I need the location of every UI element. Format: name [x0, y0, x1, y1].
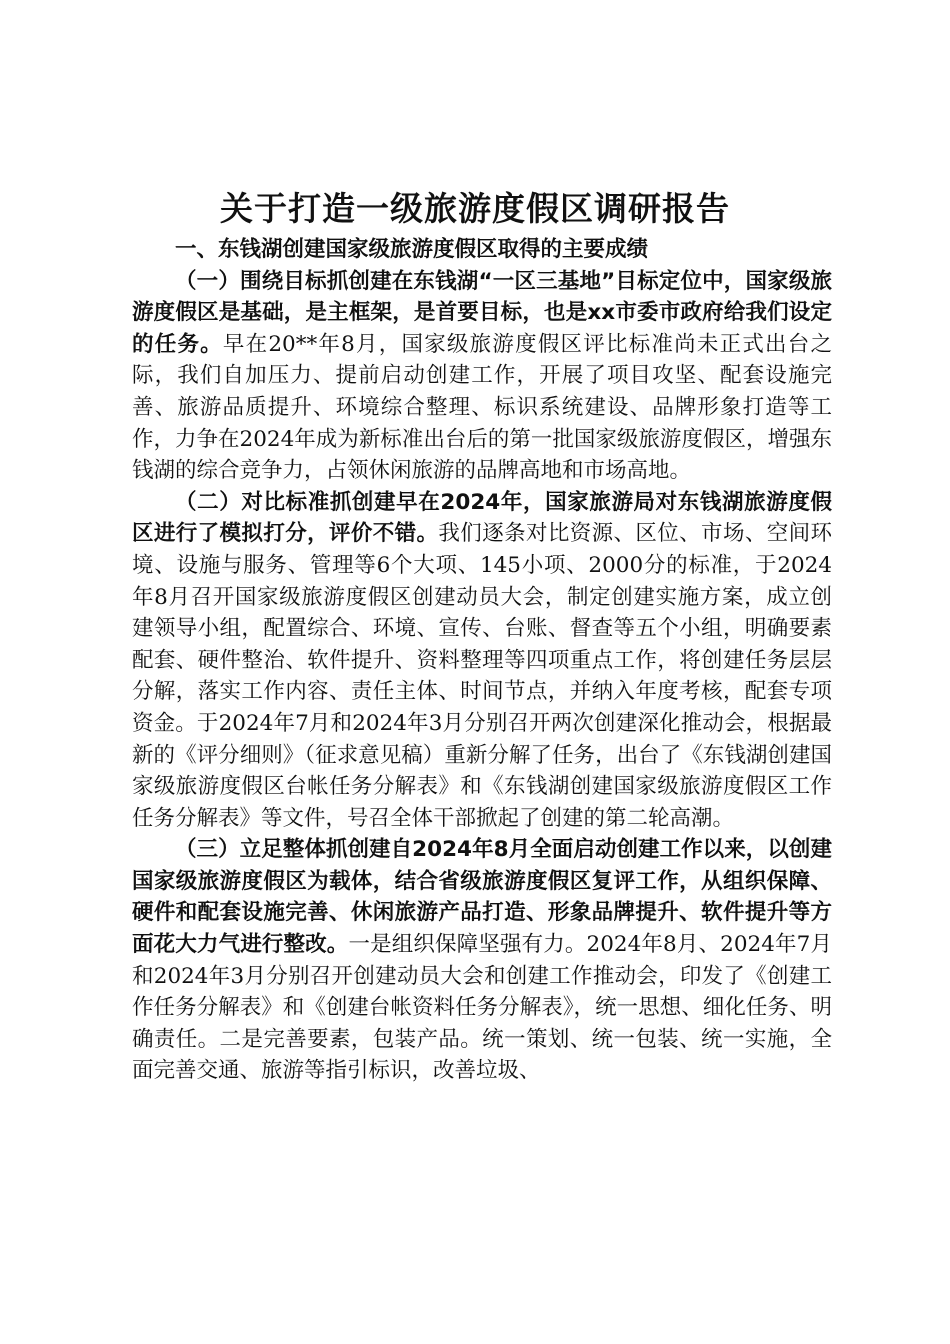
paragraph-3-lead: （三）立足整体抓创建自2024年8月全面启动创建工作以来，以创建国家级旅游度假区为载体，结合省级旅游度假区复评工作，从组织保障、硬件和配套设施完善、休闲旅游产品打造、形象品牌提升、软件提升等方面花大力气进行整改。	[132, 837, 832, 958]
paragraph-3	[132, 834, 832, 1087]
section-heading: 一、东钱湖创建国家级旅游度假区取得的主要成绩	[175, 237, 649, 262]
paragraph-1-body: 早在20**年8月，国家级旅游度假区评比标准尚未正式出台之际，我们自加压力、提前启动创建工作，开展了项目攻坚、配套设施完善、旅游品质提升、环境综合整理、标识系统建设、品牌形象打造等工作，力争在2024年成为新标准出台后的第一批国家级旅游度假区，增强东钱湖的综合竞争力，占领休闲旅游的品牌高地和市场高地。	[132, 331, 832, 484]
paragraph-2-lead: （二）对比标准抓创建早在2024年，国家旅游局对东钱湖旅游度假区进行了模拟打分，评价不错。	[132, 489, 832, 547]
paragraph-2	[132, 487, 832, 835]
paragraph-2-body: 我们逐条对比资源、区位、市场、空间环境、设施与服务、管理等6个大项、145小项、2000分的标准，于2024年8月召开国家级旅游度假区创建动员大会，制定创建实施方案，成立创建领导小组，配置综合、环境、宣传、台账、督查等五个小组，明确要素配套、硬件整治、软件提升、资料整理等四项重点工作，将创建任务层层分解，落实工作内容、责任主体、时间节点，并纳入年度考核，配套专项资金。于2024年7月和2024年3月分别召开两次创建深化推动会，根据最新的《评分细则》（征求意见稿）重新分解了任务，出台了《东钱湖创建国家级旅游度假区台帐任务分解表》和《东钱湖创建国家级旅游度假区工作任务分解表》等文件，号召全体干部掀起了创建的第二轮高潮。	[132, 521, 832, 831]
paragraph-1	[132, 266, 832, 487]
paragraph-1-lead: （一）围绕目标抓创建在东钱湖“一区三基地”目标定位中，国家级旅游度假区是基础，是主框架，是首要目标，也是xx市委市政府给我们设定的任务。	[132, 268, 832, 357]
paragraph-3-body: 一是组织保障坚强有力。2024年8月、2024年7月和2024年3月分别召开创建动员大会和创建工作推动会，印发了《创建工作任务分解表》和《创建台帐资料任务分解表》，统一思想、细化任务、明确责任。二是完善要素，包装产品。统一策划、统一包装、统一实施，全面完善交通、旅游等指引标识，改善垃圾、	[132, 932, 832, 1084]
document-title: 关于打造一级旅游度假区调研报告	[220, 189, 730, 228]
document-body	[132, 234, 832, 1087]
